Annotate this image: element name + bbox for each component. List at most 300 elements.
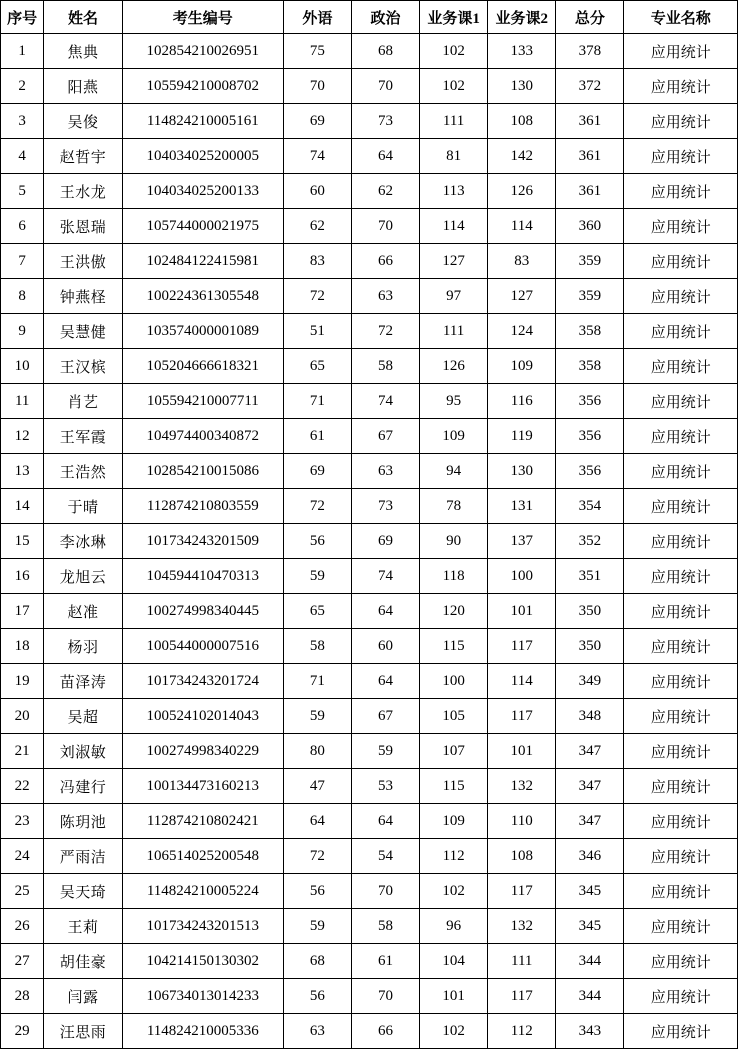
cell-subject-2: 83 — [488, 244, 556, 279]
cell-index: 19 — [1, 664, 44, 699]
cell-exam-number: 114824210005224 — [122, 874, 283, 909]
cell-subject-1: 111 — [420, 314, 488, 349]
table-row — [1, 839, 738, 874]
cell-politics: 70 — [351, 69, 419, 104]
cell-subject-2: 130 — [488, 69, 556, 104]
cell-subject-2: 111 — [488, 944, 556, 979]
cell-total-score: 347 — [556, 734, 624, 769]
cell-index: 21 — [1, 734, 44, 769]
cell-total-score: 346 — [556, 839, 624, 874]
cell-exam-number: 100134473160213 — [122, 769, 283, 804]
cell-subject-1: 104 — [420, 944, 488, 979]
cell-total-score: 351 — [556, 559, 624, 594]
cell-major: 应用统计 — [624, 454, 738, 489]
cell-foreign-language: 69 — [283, 454, 351, 489]
cell-politics: 70 — [351, 979, 419, 1014]
cell-exam-number: 112874210802421 — [122, 804, 283, 839]
cell-major: 应用统计 — [624, 979, 738, 1014]
cell-name: 王汉槟 — [44, 349, 122, 384]
cell-index: 4 — [1, 139, 44, 174]
cell-subject-1: 115 — [420, 769, 488, 804]
cell-name: 吴俊 — [44, 104, 122, 139]
cell-name: 苗泽涛 — [44, 664, 122, 699]
cell-exam-number: 103574000001089 — [122, 314, 283, 349]
cell-name: 胡佳豪 — [44, 944, 122, 979]
cell-index: 6 — [1, 209, 44, 244]
cell-name: 吴慧健 — [44, 314, 122, 349]
cell-foreign-language: 56 — [283, 979, 351, 1014]
cell-subject-2: 130 — [488, 454, 556, 489]
cell-name: 吴天琦 — [44, 874, 122, 909]
cell-exam-number: 101734243201513 — [122, 909, 283, 944]
table-row — [1, 279, 738, 314]
cell-foreign-language: 75 — [283, 34, 351, 69]
cell-major: 应用统计 — [624, 139, 738, 174]
cell-name: 杨羽 — [44, 629, 122, 664]
cell-subject-2: 126 — [488, 174, 556, 209]
cell-total-score: 350 — [556, 629, 624, 664]
cell-subject-1: 112 — [420, 839, 488, 874]
cell-index: 7 — [1, 244, 44, 279]
cell-index: 22 — [1, 769, 44, 804]
cell-foreign-language: 68 — [283, 944, 351, 979]
cell-major: 应用统计 — [624, 594, 738, 629]
cell-foreign-language: 47 — [283, 769, 351, 804]
cell-exam-number: 104594410470313 — [122, 559, 283, 594]
cell-foreign-language: 71 — [283, 664, 351, 699]
cell-subject-2: 132 — [488, 769, 556, 804]
cell-foreign-language: 63 — [283, 1014, 351, 1049]
cell-subject-2: 114 — [488, 664, 556, 699]
cell-total-score: 359 — [556, 244, 624, 279]
cell-major: 应用统计 — [624, 664, 738, 699]
cell-subject-2: 117 — [488, 979, 556, 1014]
cell-name: 冯建行 — [44, 769, 122, 804]
cell-name: 张恩瑞 — [44, 209, 122, 244]
cell-index: 18 — [1, 629, 44, 664]
cell-total-score: 347 — [556, 769, 624, 804]
column-header-politics: 政治 — [351, 1, 419, 34]
cell-politics: 53 — [351, 769, 419, 804]
table-row — [1, 909, 738, 944]
cell-politics: 61 — [351, 944, 419, 979]
cell-subject-2: 108 — [488, 839, 556, 874]
cell-subject-1: 113 — [420, 174, 488, 209]
table-row — [1, 524, 738, 559]
cell-name: 王水龙 — [44, 174, 122, 209]
cell-total-score: 358 — [556, 349, 624, 384]
cell-major: 应用统计 — [624, 209, 738, 244]
table-body — [1, 34, 738, 1049]
cell-name: 龙旭云 — [44, 559, 122, 594]
table-row — [1, 944, 738, 979]
cell-total-score: 356 — [556, 384, 624, 419]
cell-politics: 66 — [351, 244, 419, 279]
cell-subject-1: 107 — [420, 734, 488, 769]
cell-name: 于晴 — [44, 489, 122, 524]
cell-subject-1: 81 — [420, 139, 488, 174]
column-header-total-score: 总分 — [556, 1, 624, 34]
cell-politics: 73 — [351, 104, 419, 139]
cell-subject-1: 78 — [420, 489, 488, 524]
cell-index: 28 — [1, 979, 44, 1014]
cell-subject-2: 124 — [488, 314, 556, 349]
cell-index: 27 — [1, 944, 44, 979]
table-row — [1, 664, 738, 699]
cell-subject-1: 109 — [420, 419, 488, 454]
cell-foreign-language: 69 — [283, 104, 351, 139]
cell-index: 9 — [1, 314, 44, 349]
cell-politics: 54 — [351, 839, 419, 874]
cell-politics: 67 — [351, 699, 419, 734]
cell-subject-2: 137 — [488, 524, 556, 559]
cell-exam-number: 101734243201509 — [122, 524, 283, 559]
column-header-subject-2: 业务课2 — [488, 1, 556, 34]
cell-exam-number: 100544000007516 — [122, 629, 283, 664]
cell-subject-1: 118 — [420, 559, 488, 594]
cell-exam-number: 105204666618321 — [122, 349, 283, 384]
cell-total-score: 356 — [556, 419, 624, 454]
cell-subject-2: 119 — [488, 419, 556, 454]
cell-subject-2: 132 — [488, 909, 556, 944]
cell-exam-number: 100524102014043 — [122, 699, 283, 734]
cell-foreign-language: 59 — [283, 699, 351, 734]
cell-total-score: 360 — [556, 209, 624, 244]
cell-subject-1: 97 — [420, 279, 488, 314]
cell-exam-number: 114824210005161 — [122, 104, 283, 139]
cell-major: 应用统计 — [624, 874, 738, 909]
cell-politics: 72 — [351, 314, 419, 349]
cell-major: 应用统计 — [624, 174, 738, 209]
cell-exam-number: 105594210008702 — [122, 69, 283, 104]
cell-total-score: 361 — [556, 104, 624, 139]
cell-major: 应用统计 — [624, 419, 738, 454]
table-row — [1, 139, 738, 174]
cell-subject-2: 109 — [488, 349, 556, 384]
cell-total-score: 344 — [556, 944, 624, 979]
column-header-index: 序号 — [1, 1, 44, 34]
cell-foreign-language: 70 — [283, 69, 351, 104]
cell-index: 12 — [1, 419, 44, 454]
table-row — [1, 174, 738, 209]
cell-subject-2: 112 — [488, 1014, 556, 1049]
column-header-exam-number: 考生编号 — [122, 1, 283, 34]
cell-major: 应用统计 — [624, 769, 738, 804]
cell-subject-2: 117 — [488, 629, 556, 664]
cell-total-score: 361 — [556, 174, 624, 209]
cell-foreign-language: 80 — [283, 734, 351, 769]
cell-name: 陈玥池 — [44, 804, 122, 839]
cell-foreign-language: 62 — [283, 209, 351, 244]
table-row — [1, 69, 738, 104]
cell-subject-1: 90 — [420, 524, 488, 559]
cell-major: 应用统计 — [624, 909, 738, 944]
table-row — [1, 559, 738, 594]
table-row — [1, 419, 738, 454]
cell-index: 2 — [1, 69, 44, 104]
cell-major: 应用统计 — [624, 349, 738, 384]
cell-subject-1: 102 — [420, 1014, 488, 1049]
cell-foreign-language: 56 — [283, 874, 351, 909]
cell-subject-1: 109 — [420, 804, 488, 839]
cell-index: 15 — [1, 524, 44, 559]
column-header-subject-1: 业务课1 — [420, 1, 488, 34]
cell-index: 29 — [1, 1014, 44, 1049]
cell-exam-number: 104214150130302 — [122, 944, 283, 979]
cell-politics: 70 — [351, 209, 419, 244]
cell-subject-2: 101 — [488, 734, 556, 769]
cell-politics: 73 — [351, 489, 419, 524]
cell-politics: 68 — [351, 34, 419, 69]
cell-total-score: 361 — [556, 139, 624, 174]
cell-exam-number: 106734013014233 — [122, 979, 283, 1014]
cell-foreign-language: 59 — [283, 909, 351, 944]
cell-total-score: 378 — [556, 34, 624, 69]
cell-exam-number: 106514025200548 — [122, 839, 283, 874]
cell-subject-2: 110 — [488, 804, 556, 839]
table-row — [1, 629, 738, 664]
cell-politics: 64 — [351, 804, 419, 839]
table-row — [1, 34, 738, 69]
cell-politics: 74 — [351, 384, 419, 419]
cell-exam-number: 100274998340445 — [122, 594, 283, 629]
cell-index: 13 — [1, 454, 44, 489]
cell-name: 闫露 — [44, 979, 122, 1014]
cell-name: 吴超 — [44, 699, 122, 734]
cell-politics: 58 — [351, 349, 419, 384]
cell-foreign-language: 74 — [283, 139, 351, 174]
table-row — [1, 454, 738, 489]
cell-total-score: 358 — [556, 314, 624, 349]
cell-total-score: 356 — [556, 454, 624, 489]
cell-index: 11 — [1, 384, 44, 419]
cell-name: 王浩然 — [44, 454, 122, 489]
cell-politics: 69 — [351, 524, 419, 559]
cell-politics: 66 — [351, 1014, 419, 1049]
cell-total-score: 345 — [556, 909, 624, 944]
cell-exam-number: 104034025200005 — [122, 139, 283, 174]
cell-foreign-language: 83 — [283, 244, 351, 279]
cell-index: 26 — [1, 909, 44, 944]
cell-subject-1: 126 — [420, 349, 488, 384]
cell-subject-1: 115 — [420, 629, 488, 664]
table-row — [1, 594, 738, 629]
cell-subject-1: 95 — [420, 384, 488, 419]
cell-foreign-language: 65 — [283, 594, 351, 629]
cell-subject-1: 111 — [420, 104, 488, 139]
cell-index: 23 — [1, 804, 44, 839]
cell-subject-2: 116 — [488, 384, 556, 419]
cell-name: 王洪傲 — [44, 244, 122, 279]
cell-foreign-language: 72 — [283, 489, 351, 524]
cell-subject-2: 100 — [488, 559, 556, 594]
cell-foreign-language: 71 — [283, 384, 351, 419]
cell-politics: 64 — [351, 594, 419, 629]
cell-index: 1 — [1, 34, 44, 69]
cell-subject-2: 114 — [488, 209, 556, 244]
cell-name: 肖艺 — [44, 384, 122, 419]
cell-foreign-language: 61 — [283, 419, 351, 454]
cell-subject-2: 131 — [488, 489, 556, 524]
cell-subject-1: 120 — [420, 594, 488, 629]
cell-total-score: 349 — [556, 664, 624, 699]
cell-politics: 74 — [351, 559, 419, 594]
cell-name: 王军霞 — [44, 419, 122, 454]
cell-exam-number: 102484122415981 — [122, 244, 283, 279]
cell-politics: 67 — [351, 419, 419, 454]
cell-total-score: 344 — [556, 979, 624, 1014]
cell-name: 王莉 — [44, 909, 122, 944]
table-row — [1, 209, 738, 244]
cell-index: 24 — [1, 839, 44, 874]
cell-subject-2: 101 — [488, 594, 556, 629]
cell-major: 应用统计 — [624, 734, 738, 769]
table-row — [1, 699, 738, 734]
cell-major: 应用统计 — [624, 244, 738, 279]
table-row — [1, 244, 738, 279]
cell-name: 赵准 — [44, 594, 122, 629]
cell-total-score: 345 — [556, 874, 624, 909]
cell-subject-2: 127 — [488, 279, 556, 314]
cell-foreign-language: 59 — [283, 559, 351, 594]
cell-major: 应用统计 — [624, 629, 738, 664]
cell-politics: 60 — [351, 629, 419, 664]
cell-subject-1: 127 — [420, 244, 488, 279]
cell-politics: 63 — [351, 454, 419, 489]
cell-major: 应用统计 — [624, 314, 738, 349]
cell-index: 16 — [1, 559, 44, 594]
table-row — [1, 349, 738, 384]
cell-foreign-language: 56 — [283, 524, 351, 559]
cell-index: 17 — [1, 594, 44, 629]
cell-foreign-language: 65 — [283, 349, 351, 384]
cell-major: 应用统计 — [624, 1014, 738, 1049]
cell-major: 应用统计 — [624, 524, 738, 559]
table-row — [1, 1014, 738, 1049]
cell-exam-number: 105594210007711 — [122, 384, 283, 419]
cell-politics: 64 — [351, 664, 419, 699]
cell-exam-number: 100224361305548 — [122, 279, 283, 314]
cell-name: 阳燕 — [44, 69, 122, 104]
cell-foreign-language: 72 — [283, 279, 351, 314]
cell-foreign-language: 51 — [283, 314, 351, 349]
cell-major: 应用统计 — [624, 34, 738, 69]
cell-name: 李冰琳 — [44, 524, 122, 559]
cell-politics: 70 — [351, 874, 419, 909]
cell-foreign-language: 64 — [283, 804, 351, 839]
cell-total-score: 359 — [556, 279, 624, 314]
cell-exam-number: 112874210803559 — [122, 489, 283, 524]
cell-index: 25 — [1, 874, 44, 909]
cell-subject-2: 133 — [488, 34, 556, 69]
cell-name: 赵哲宇 — [44, 139, 122, 174]
table-row — [1, 769, 738, 804]
cell-major: 应用统计 — [624, 104, 738, 139]
cell-major: 应用统计 — [624, 839, 738, 874]
cell-major: 应用统计 — [624, 944, 738, 979]
cell-subject-2: 108 — [488, 104, 556, 139]
cell-major: 应用统计 — [624, 279, 738, 314]
table-row — [1, 734, 738, 769]
table-row — [1, 384, 738, 419]
cell-subject-1: 102 — [420, 874, 488, 909]
table-header-row — [1, 1, 738, 34]
table-row — [1, 489, 738, 524]
table-row — [1, 874, 738, 909]
cell-politics: 63 — [351, 279, 419, 314]
cell-politics: 64 — [351, 139, 419, 174]
cell-politics: 58 — [351, 909, 419, 944]
cell-major: 应用统计 — [624, 559, 738, 594]
cell-foreign-language: 58 — [283, 629, 351, 664]
cell-total-score: 343 — [556, 1014, 624, 1049]
cell-politics: 62 — [351, 174, 419, 209]
cell-major: 应用统计 — [624, 699, 738, 734]
cell-exam-number: 105744000021975 — [122, 209, 283, 244]
cell-name: 钟燕柽 — [44, 279, 122, 314]
column-header-name: 姓名 — [44, 1, 122, 34]
cell-total-score: 354 — [556, 489, 624, 524]
cell-subject-1: 102 — [420, 69, 488, 104]
cell-subject-1: 114 — [420, 209, 488, 244]
cell-major: 应用统计 — [624, 69, 738, 104]
cell-total-score: 347 — [556, 804, 624, 839]
cell-subject-1: 101 — [420, 979, 488, 1014]
cell-major: 应用统计 — [624, 384, 738, 419]
cell-exam-number: 104034025200133 — [122, 174, 283, 209]
cell-index: 10 — [1, 349, 44, 384]
cell-major: 应用统计 — [624, 489, 738, 524]
cell-exam-number: 100274998340229 — [122, 734, 283, 769]
cell-index: 14 — [1, 489, 44, 524]
cell-exam-number: 114824210005336 — [122, 1014, 283, 1049]
cell-total-score: 350 — [556, 594, 624, 629]
cell-index: 5 — [1, 174, 44, 209]
cell-index: 20 — [1, 699, 44, 734]
cell-total-score: 352 — [556, 524, 624, 559]
cell-total-score: 348 — [556, 699, 624, 734]
cell-total-score: 372 — [556, 69, 624, 104]
cell-index: 8 — [1, 279, 44, 314]
cell-foreign-language: 72 — [283, 839, 351, 874]
cell-foreign-language: 60 — [283, 174, 351, 209]
cell-subject-2: 117 — [488, 699, 556, 734]
table-row — [1, 804, 738, 839]
cell-index: 3 — [1, 104, 44, 139]
cell-exam-number: 104974400340872 — [122, 419, 283, 454]
cell-subject-1: 94 — [420, 454, 488, 489]
table-row — [1, 979, 738, 1014]
cell-politics: 59 — [351, 734, 419, 769]
cell-exam-number: 101734243201724 — [122, 664, 283, 699]
column-header-major: 专业名称 — [624, 1, 738, 34]
column-header-foreign-language: 外语 — [283, 1, 351, 34]
cell-name: 刘淑敏 — [44, 734, 122, 769]
cell-exam-number: 102854210015086 — [122, 454, 283, 489]
cell-subject-1: 100 — [420, 664, 488, 699]
cell-subject-1: 102 — [420, 34, 488, 69]
cell-name: 汪思雨 — [44, 1014, 122, 1049]
cell-subject-1: 105 — [420, 699, 488, 734]
cell-subject-2: 117 — [488, 874, 556, 909]
cell-subject-2: 142 — [488, 139, 556, 174]
cell-major: 应用统计 — [624, 804, 738, 839]
cell-exam-number: 102854210026951 — [122, 34, 283, 69]
table-row — [1, 104, 738, 139]
cell-name: 严雨洁 — [44, 839, 122, 874]
table-row — [1, 314, 738, 349]
cell-subject-1: 96 — [420, 909, 488, 944]
